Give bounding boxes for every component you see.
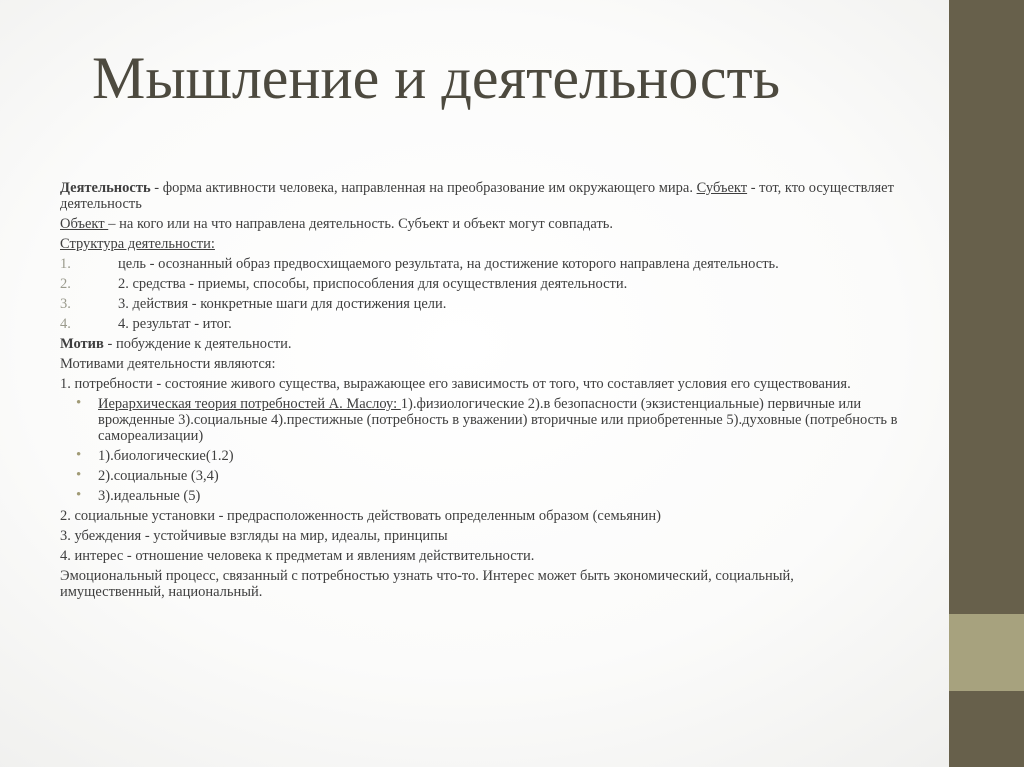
list-item-text: 3).идеальные (5) — [98, 488, 201, 504]
list-item — [60, 296, 900, 312]
motives-intro: Мотивами деятельности являются: — [60, 356, 276, 372]
object-term: Объект — [60, 216, 109, 232]
needs-bullet-list — [60, 396, 900, 504]
bullet-icon: • — [76, 487, 82, 503]
list-number: 1. — [60, 256, 71, 272]
object-definition — [60, 216, 900, 232]
list-item-text: 1).биологические(1.2) — [98, 448, 234, 464]
structure-heading: Структура деятельности: — [60, 236, 215, 252]
subject-term: Субъект — [696, 180, 748, 196]
list-item-text: цель - осознанный образ предвосхищаемого результата, на достижение которого направлена деятельность. — [118, 256, 779, 272]
list-item — [60, 316, 900, 332]
list-item — [60, 396, 900, 444]
object-text: – на кого или на что направлена деятельность. Субъект и объект могут совпадать. — [108, 216, 614, 232]
list-item-text: 2. средства - приемы, способы, приспособления для осуществления деятельности. — [118, 276, 628, 292]
activity-text: - форма активности человека, направленная на преобразование им окружающего мира. — [150, 180, 697, 196]
maslow-link[interactable]: Иерархическая теория потребностей А. Маслоу: — [98, 396, 401, 412]
list-number: 3. — [60, 296, 71, 312]
list-item — [60, 256, 900, 272]
social-attitudes: 2. социальные установки - предрасположенность действовать определенным образом (семьянин) — [60, 508, 662, 524]
beliefs: 3. убеждения - устойчивые взгляды на мир, идеалы, принципы — [60, 528, 448, 544]
motive-term: Мотив — [60, 336, 104, 352]
bullet-icon: • — [76, 447, 82, 463]
list-item — [60, 468, 900, 484]
structure-list — [60, 256, 900, 332]
slide-body — [60, 180, 900, 604]
list-item-text: 4. результат - итог. — [118, 316, 232, 332]
subject-text: - тот, кто осуществляет деятельность — [60, 180, 894, 212]
bullet-icon: • — [76, 467, 82, 483]
list-item — [60, 488, 900, 504]
motive-text: - побуждение к деятельности. — [103, 336, 292, 352]
emotion-paragraph: Эмоциональный процесс, связанный с потребностью узнать что-то. Интерес может быть экономический, социальный, имущественный, национальный. — [60, 568, 794, 600]
activity-term: Деятельность — [60, 180, 151, 196]
activity-definition — [60, 180, 900, 212]
interest: 4. интерес - отношение человека к предметам и явлениям действительности. — [60, 548, 535, 564]
motive-definition — [60, 336, 900, 352]
list-number: 2. — [60, 276, 71, 292]
list-item-text: 2).социальные (3,4) — [98, 468, 219, 484]
list-item — [60, 276, 900, 292]
maslow-text: 1).физиологические 2).в безопасности (экзистенциальные) первичные или врожденные 3).социальные 4).престижные (потребность в уважении) вторичные или приобретенные 5).духовные (потребность в самореализации) — [98, 396, 898, 444]
list-number: 4. — [60, 316, 71, 332]
list-item-text: 3. действия - конкретные шаги для достижения цели. — [118, 296, 447, 312]
bullet-icon: • — [76, 395, 82, 411]
slide-title: Мышление и деятельность — [92, 45, 781, 111]
side-band-light — [949, 614, 1024, 691]
list-item — [60, 448, 900, 464]
needs-paragraph: 1. потребности - состояние живого существа, выражающее его зависимость от того, что составляет условия его существования. — [60, 376, 851, 392]
